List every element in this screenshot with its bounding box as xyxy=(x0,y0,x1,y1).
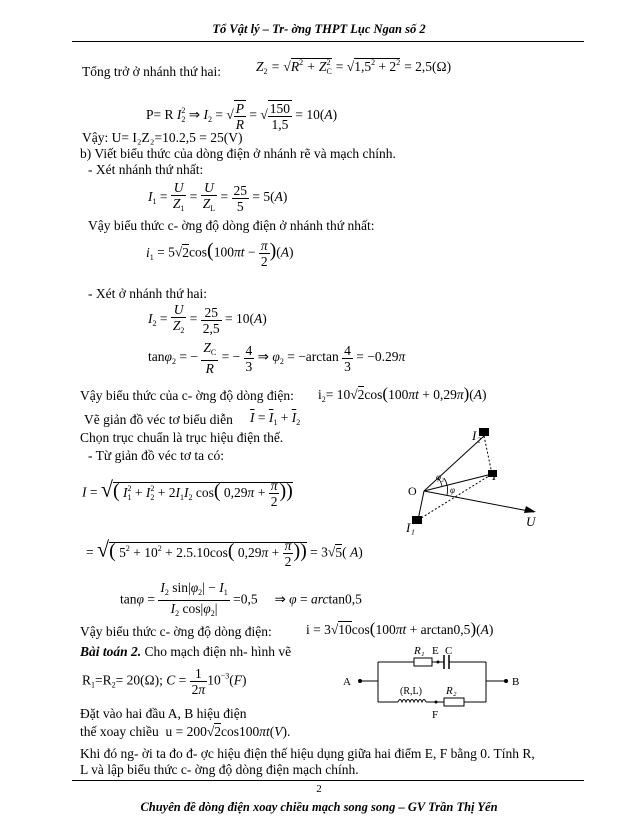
terminal-a xyxy=(358,679,362,683)
i1-vector xyxy=(418,491,424,520)
label-e: E xyxy=(432,645,439,657)
label-f: F xyxy=(432,709,439,721)
eq-tan-phi: tanφ = $\frac{I_2 \sin|\varphi_2| - I_1}{I_2 \cos|\varphi_2|}$ =0,5 ⇒ φ = arctan0,5 xyxy=(120,580,362,618)
page-header: Tổ Vật lý – Tr- ờng THPT Lục Ngan số 2 xyxy=(212,22,426,36)
line-branch2-heading: - Xét ở nhánh thứ hai: xyxy=(88,286,208,301)
label-phi2: φ₂ xyxy=(436,472,445,482)
label-i2: I₂ xyxy=(472,428,481,443)
eq-total-current-value: = √( $5^2 + 10^2 + 2.5.10\cos$( 0,29π + $\frac{\pi}{2}$ )) = 3√5( A) xyxy=(86,536,363,569)
construction-line-1 xyxy=(484,436,492,474)
label-rl: (R,L) xyxy=(400,686,422,697)
page-number: 2 xyxy=(316,783,322,795)
phi-arc xyxy=(444,478,448,495)
eq-main-current: i = 3√10cos(100πt + arctan0,5)(A) xyxy=(306,619,494,638)
line-ac-voltage-text: thế xoay chiều xyxy=(80,724,159,739)
u-vector xyxy=(424,491,534,512)
label-b: B xyxy=(512,676,520,688)
eq-phase2: tanφ$_2$ = − $\frac{Z_C}{R}$ = − $\frac{4}{3}$ ⇒ $\varphi_2 = -\arctan$ $\frac{4}{3}$ = −0.29π xyxy=(148,340,406,376)
line-vector-label: Vẽ giản đồ véc tơ biểu diễn xyxy=(84,412,233,427)
line-part-b: b) Viết biểu thức của dòng điện ở nhánh rẽ và mạch chính. xyxy=(80,146,396,161)
label-a: A xyxy=(343,676,351,688)
inductor-coil xyxy=(398,700,426,703)
circuit-diagram xyxy=(340,640,530,722)
i2-vector xyxy=(424,436,484,491)
line-apply-voltage: Đặt vào hai đầu A, B hiệu điện xyxy=(80,706,247,721)
i-vector xyxy=(424,474,492,491)
eq-vector-sum: $\overline{I} = \overline{I}_1 + \overline{I}_2$ xyxy=(250,410,301,427)
label-r1: R₁ xyxy=(414,645,425,657)
line-voltage: Vậy: U= I₂Z₂=10.2,5 = 25(V) xyxy=(82,130,243,145)
vector-diagram xyxy=(400,420,550,540)
u-arrowhead xyxy=(524,506,536,513)
line-branch1-heading: - Xét nhánh thứ nhất: xyxy=(88,162,204,177)
point-f xyxy=(435,701,438,704)
label-i: I xyxy=(492,468,497,483)
line-axis-choice: Chọn trục chuẩn là trục hiệu điện thế. xyxy=(80,430,284,445)
eq-resistor-capacitor: $R_1=R_2= 20(\Omega)$; C = $\frac{1}{2\pi}$ $10^{-3}(F)$ xyxy=(82,666,247,697)
eq-total-current: I = √( $I^2_1 + I^2_2 + 2I_1I_2$ cos( 0,29π + $\frac{\pi}{2}$ )) xyxy=(82,476,293,509)
eq-i1-expression: $i_1 = 5√2\cos(100\pi t$ − $\frac{\pi}{2}$ )(A) xyxy=(146,238,294,269)
footer-rule xyxy=(72,780,584,781)
label-r2: R₂ xyxy=(446,685,457,697)
line-question-1: Khi đó ng- ời ta đo đ- ợc hiệu điện thế hiệu dụng giữa hai điểm E, F bằng 0. Tính R, xyxy=(80,746,535,761)
line-ac-voltage: thế xoay chiều u = 200√2cos100πt(V). xyxy=(80,724,291,739)
problem-2-intro: Cho mạch điện nh- hình vẽ xyxy=(144,644,292,659)
label-c: C xyxy=(445,645,453,657)
page-footer: Chuyên đề dòng điện xoay chiều mạch song song – GV Trần Thị Yến xyxy=(140,800,498,814)
eq-i1: $I_1$ = $\frac{U}{Z_1}$ = $\frac{U}{Z_L}$ = $\frac{25}{5}$ = 5(A) xyxy=(148,180,288,214)
eq-i2-expression: $i_2= 10√2\cos(100\pi t + 0,29\pi)(A)$ xyxy=(318,384,487,404)
header-rule xyxy=(72,41,584,42)
line-from-diagram: - Từ giản đồ véc tơ ta có: xyxy=(88,448,225,463)
problem-2-statement xyxy=(80,644,291,660)
line-main-current-label: Vậy biểu thức c- ờng độ dòng điện: xyxy=(80,624,272,639)
resistor-r1 xyxy=(414,658,432,666)
point-e xyxy=(437,661,440,664)
line-branch1-expr-label: Vậy biểu thức c- ờng độ dòng điện ở nhánh thứ nhất: xyxy=(88,218,375,233)
eq-impedance-z2: $Z_2 = √R^2 + Z^2_C = √1,5^2 + 2^2 = 2,5(\Omega)$ xyxy=(256,58,452,76)
label-u: U xyxy=(526,514,536,529)
terminal-b xyxy=(504,679,508,683)
line-i2-label: Vậy biểu thức của c- ờng độ dòng điện: xyxy=(80,388,294,403)
line-question-2: L và lập biểu thức c- ờng độ dòng điện mạch chính. xyxy=(80,762,359,777)
label-phi: φ xyxy=(450,485,455,495)
problem-2-title: Bài toán 2. xyxy=(80,644,142,659)
resistor-r2 xyxy=(444,698,464,706)
eq-power-current: P= R $I^2_2$ ⇒ $I_2$ = √ $\frac{P}{R}$ = √ $\frac{150}{1,5}$ = 10(A) xyxy=(146,101,338,132)
line-impedance-label: Tổng trở ở nhánh thứ hai: xyxy=(82,64,221,79)
label-o: O xyxy=(408,484,417,498)
eq-i2: $I_2$ = $\frac{U}{Z_2}$ = $\frac{25}{2,5}$ = 10(A) xyxy=(148,302,267,336)
label-i1: I₁ xyxy=(406,520,415,535)
